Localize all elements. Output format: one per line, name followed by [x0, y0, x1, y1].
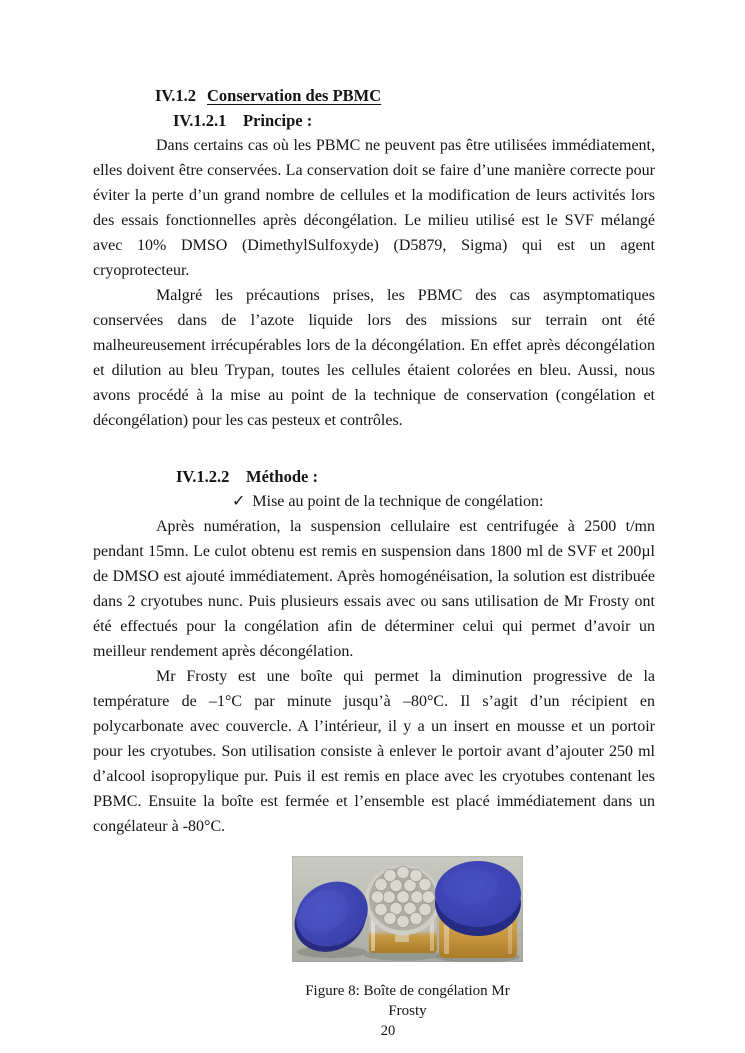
section-heading	[155, 83, 655, 108]
mr-frosty-photo	[292, 856, 523, 962]
subsection-heading-principe	[173, 108, 655, 133]
figure-mr-frosty	[292, 856, 523, 1021]
section-title: Conservation des PBMC	[207, 86, 382, 105]
paragraph-principe-1: Dans certains cas où les PBMC ne peuvent pas être utilisées immédiatement, elles doivent être conservées. La conservation doit se faire d’une manière correcte pour éviter la perte d’un grand nombre de cellules et la modification de leurs activités lors des essais fonctionnelles après décongélation. Le milieu utilisé est le SVF mélangé avec 10% DMSO (DimethylSulfoxyde) (D5879, Sigma) qui est un agent cryoprotecteur.	[93, 137, 655, 279]
closed-container	[435, 861, 521, 958]
page-content	[93, 83, 655, 1041]
paragraph-methode-2: Mr Frosty est une boîte qui permet la diminution progressive de la température de –1°C par minute jusqu’à –80°C. Il s’agit d’un récipient en polycarbonate avec couvercle. A l’intérieur, il y a un insert en mousse et un portoir pour les cryotubes. Son utilisation consiste à enlever le portoir avant d’ajouter 250 ml d’alcool isopropylique pur. Puis il est remis en place avec les cryotubes contenant les PBMC. Ensuite la boîte est fermée et l’ensemble est placé immédiatement dans un congélateur à -80°C.	[93, 668, 655, 835]
paragraph-principe-2: Malgré les précautions prises, les PBMC des cas asymptomatiques conservées dans de l’azote liquide lors des missions sur terrain ont été malheureusement irrécupérables lors de la décongélation. En effet après décongélation et dilution au bleu Trypan, toutes les cellules étaient colorées en bleu. Aussi, nous avons procédé à la mise au point de la technique de conservation (congélation et décongélation) pour les cas pesteux et contrôles.	[93, 287, 655, 429]
subsection-heading-methode	[176, 464, 655, 489]
page-number: 20	[380, 1023, 396, 1039]
checkmark-icon: ✓	[232, 493, 246, 510]
paragraph-methode-1: Après numération, la suspension cellulaire est centrifugée à 2500 t/mn pendant 15mn. Le culot obtenu est remis en suspension dans 1800 ml de SVF et 200µl de DMSO est ajouté immédiatement. Après homogénéisation, la solution est distribuée dans 2 cryotubes nunc. Puis plusieurs essais avec ou sans utilisation de Mr Frosty ont été effectués pour la congélation afin de déterminer celui qui permet d’avoir un meilleur rendement après décongélation.	[93, 518, 655, 660]
figure-caption: Figure 8: Boîte de congélation Mr Frosty	[305, 983, 510, 1019]
checkmark-list-item	[232, 489, 655, 514]
subsection-number: IV.1.2.1	[173, 111, 227, 130]
subsection-number: IV.1.2.2	[176, 467, 230, 486]
subsection-title: Principe :	[243, 111, 313, 130]
checkmark-item-label: Mise au point de la technique de congélation:	[252, 493, 544, 510]
subsection-title: Méthode :	[246, 467, 318, 486]
section-number: IV.1.2	[155, 86, 196, 105]
open-container	[365, 865, 441, 953]
